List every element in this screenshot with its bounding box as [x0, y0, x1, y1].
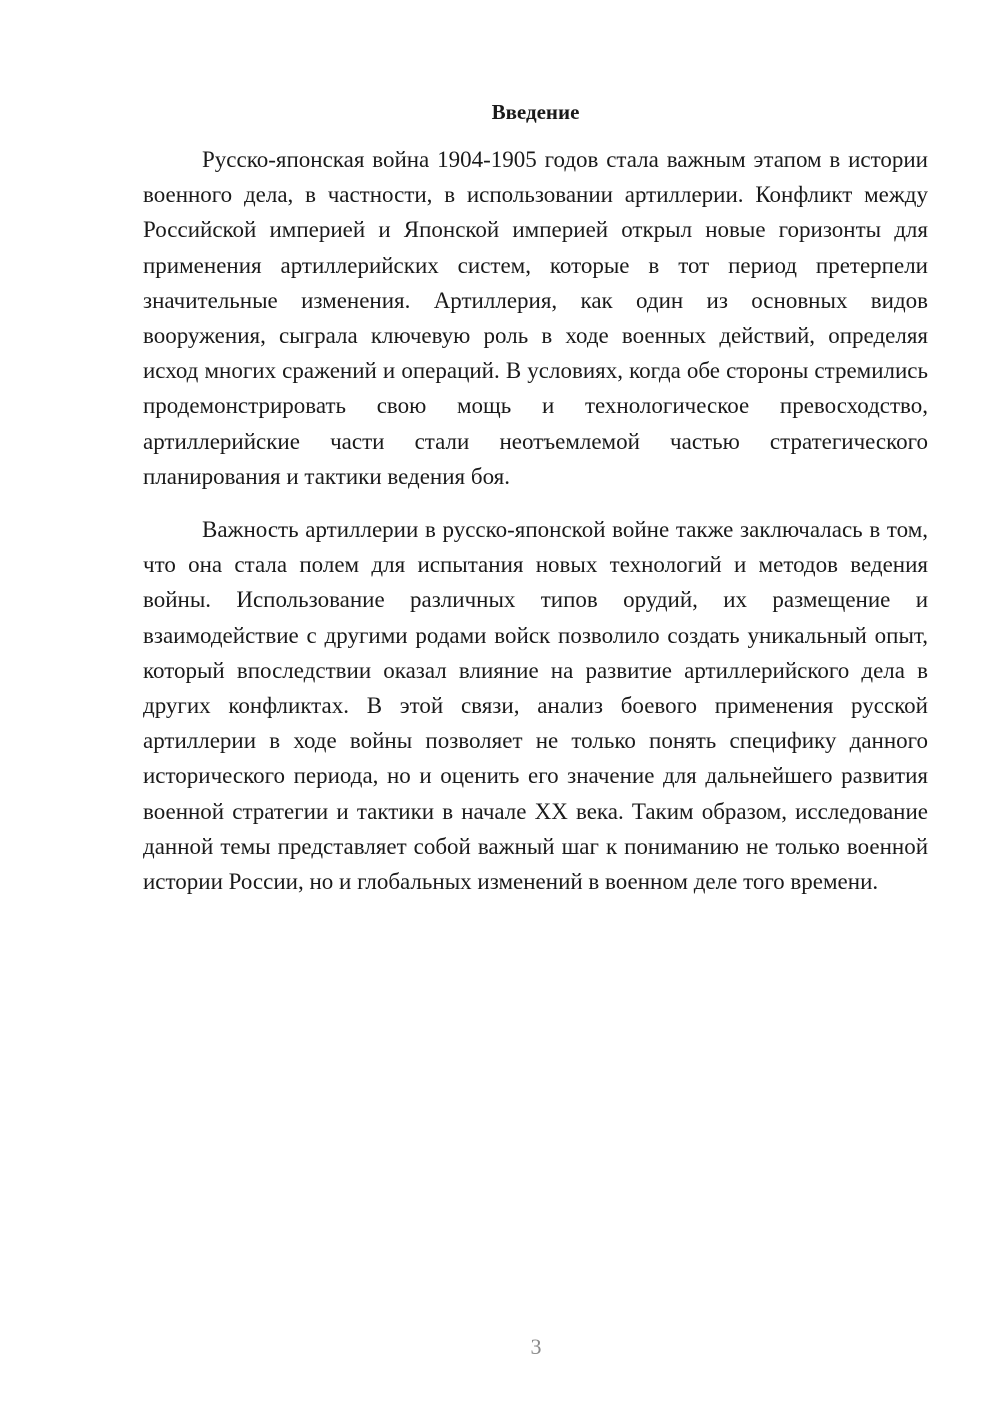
paragraph-2: Важность артиллерии в русско-японской войне также заключалась в том, что она стала полем для испытания новых технологий и методов ведения войны. Использование различных типов орудий, их размещение и взаимодействие с другими родами войск позволило создать уникальный опыт, который впоследствии оказал влияние на развитие артиллерийского дела в других конфликтах. В этой связи, анализ боевого применения русской артиллерии в ходе войны позволяет не только понять специфику данного исторического периода, но и оценить его значение для дальнейшего развития военной стратегии и тактики в начале XX века. Таким образом, исследование данной темы представляет собой важный шаг к пониманию не только военной истории России, но и глобальных изменений в военном деле того времени. [143, 517, 928, 895]
body-text [143, 142, 928, 899]
paragraph-1: Русско-японская война 1904-1905 годов стала важным этапом в истории военного дела, в частности, в использовании артиллерии. Конфликт между Российской империей и Японской империей открыл новые горизонты для применения артиллерийских систем, которые в тот период претерпели значительные изменения. Артиллерия, как один из основных видов вооружения, сыграла ключевую роль в ходе военных действий, определяя исход многих сражений и операций. В условиях, когда обе стороны стремились продемонстрировать свою мощь и технологическое превосходство, артиллерийские части стали неотъемлемой частью стратегического планирования и тактики ведения боя. [143, 147, 928, 489]
page-number: 3 [530, 1334, 542, 1359]
page-title: Введение [491, 100, 580, 124]
